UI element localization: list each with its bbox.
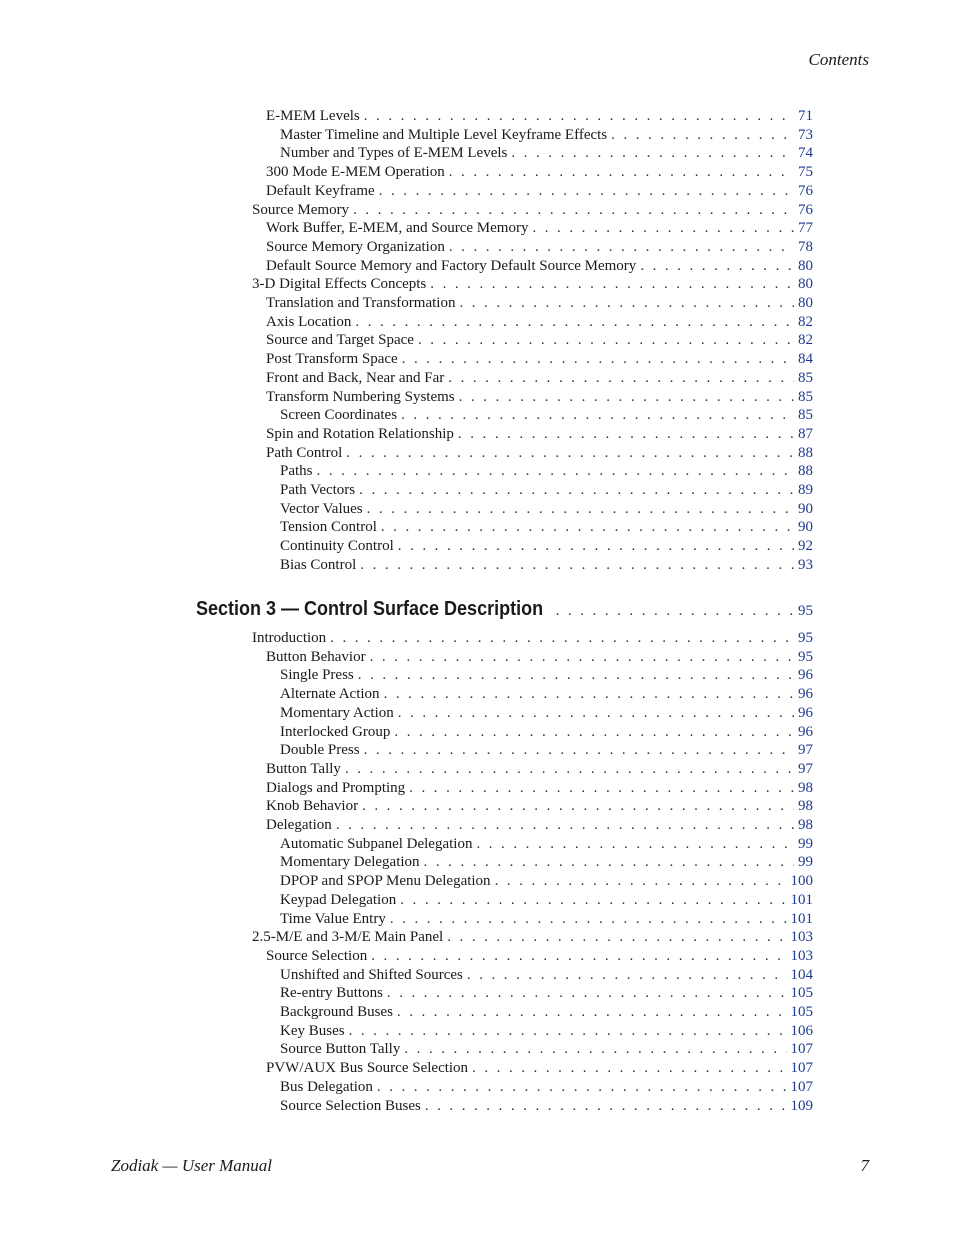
toc-entry-title: Keypad Delegation (280, 891, 397, 908)
toc-page-link[interactable]: 100 (790, 873, 813, 890)
dot-leader (459, 294, 794, 313)
toc-entry-title: 2.5-M/E and 3-M/E Main Panel (252, 929, 444, 946)
toc-page-link[interactable]: 107 (790, 1078, 813, 1095)
toc-page-link[interactable]: 80 (798, 257, 813, 274)
toc-entry[interactable] (280, 1040, 813, 1059)
toc-entry[interactable] (266, 388, 813, 407)
toc-entry-title: Default Source Memory and Factory Default Source Memory (266, 257, 637, 274)
dot-leader (611, 126, 794, 145)
toc-entry-title: Paths (280, 463, 313, 480)
toc-page-link[interactable]: 90 (798, 500, 813, 517)
toc-page-link[interactable]: 90 (798, 519, 813, 536)
dot-leader (472, 1059, 786, 1078)
toc-entry-title: Path Control (266, 444, 343, 461)
toc-entry[interactable] (266, 238, 813, 257)
toc-entry[interactable] (280, 537, 813, 556)
toc-entry[interactable] (252, 201, 813, 220)
toc-page-link[interactable]: 71 (798, 108, 813, 124)
toc-entry-title: Vector Values (280, 500, 363, 517)
dot-leader (495, 872, 787, 891)
toc-entry[interactable] (280, 518, 813, 537)
dot-leader (458, 425, 794, 444)
toc-entry-title: DPOP and SPOP Menu Delegation (280, 873, 491, 890)
toc-page-link[interactable]: 80 (798, 276, 813, 293)
toc-entry-title: Momentary Action (280, 704, 394, 721)
toc-page-link[interactable]: 96 (798, 667, 813, 684)
toc-entry-title: Delegation (266, 817, 332, 833)
toc-page-link[interactable]: 80 (798, 295, 813, 311)
toc-page-link[interactable]: 104 (790, 966, 813, 983)
dot-leader (364, 107, 794, 126)
dot-leader (353, 201, 794, 220)
toc-page-link[interactable]: 106 (790, 1022, 813, 1039)
section-heading[interactable] (196, 598, 813, 626)
toc-page-link[interactable]: 103 (790, 947, 813, 964)
section-title: Section 3 — Control Surface Description (196, 598, 544, 620)
toc-entry[interactable] (266, 163, 813, 182)
running-header: Contents (808, 50, 869, 69)
toc-entry-title: Automatic Subpanel Delegation (280, 835, 473, 852)
toc-entry-title: Interlocked Group (280, 723, 391, 740)
toc-entry-title: Translation and Transformation (266, 295, 456, 311)
toc-page-link[interactable]: 101 (790, 910, 813, 927)
toc-entry-title: Momentary Delegation (280, 854, 420, 871)
toc-entry-title: Unshifted and Shifted Sources (280, 966, 463, 983)
dot-leader (449, 163, 794, 182)
dot-leader (447, 928, 786, 947)
toc-entry[interactable] (280, 666, 813, 685)
toc-page-link[interactable]: 99 (798, 835, 813, 852)
dot-leader (377, 1078, 787, 1097)
toc-page-link[interactable]: 95 (798, 630, 813, 646)
toc-entry-title: Bias Control (280, 556, 357, 573)
toc-entry-title: Number and Types of E-MEM Levels (280, 145, 508, 162)
toc-entry-title: Source Selection (266, 947, 368, 964)
toc-entry-title: Alternate Action (280, 686, 380, 703)
toc-entry[interactable] (280, 910, 813, 929)
toc-entry[interactable] (280, 1097, 813, 1116)
toc-entry-title: Transform Numbering Systems (266, 388, 455, 405)
toc-page-link[interactable]: 97 (798, 760, 813, 777)
toc-entry[interactable] (252, 275, 813, 294)
dot-leader (364, 741, 794, 760)
toc-entry-title: E-MEM Levels (266, 108, 360, 124)
toc-page-link[interactable]: 98 (798, 779, 813, 796)
toc-entry[interactable] (266, 219, 813, 238)
dot-leader (349, 1022, 787, 1041)
toc-entry[interactable] (266, 350, 813, 369)
toc-entry[interactable] (280, 500, 813, 519)
toc-entry[interactable] (266, 331, 813, 350)
toc-entry[interactable] (266, 369, 813, 388)
toc-entry[interactable] (266, 1059, 813, 1078)
dot-leader (424, 853, 794, 872)
toc-entry-title: Tension Control (280, 519, 377, 536)
toc-entry[interactable] (280, 406, 813, 425)
dot-leader (355, 313, 794, 332)
dot-leader (448, 369, 794, 388)
dot-leader (398, 537, 794, 556)
toc-entry-title: Source and Target Space (266, 332, 414, 349)
toc-entry-title: 300 Mode E-MEM Operation (266, 164, 445, 181)
toc-entry[interactable] (280, 685, 813, 704)
dot-leader (379, 182, 794, 201)
toc-entry-title: Work Buffer, E-MEM, and Source Memory (266, 220, 529, 237)
toc-entry-title: Button Tally (266, 760, 341, 777)
toc-entry[interactable] (266, 107, 813, 126)
toc-page-link[interactable]: 98 (798, 817, 813, 833)
toc-page-link[interactable]: 87 (798, 425, 813, 442)
toc-entry[interactable] (280, 872, 813, 891)
toc-page-link[interactable]: 95 (798, 648, 813, 665)
toc-page-link[interactable]: 78 (798, 238, 813, 255)
toc-page-link[interactable]: 89 (798, 482, 813, 498)
dot-leader (418, 331, 794, 350)
toc-entry[interactable] (280, 126, 813, 145)
toc-entry-title: Spin and Rotation Relationship (266, 425, 454, 442)
toc-page-link[interactable]: 97 (798, 742, 813, 759)
toc-page-link[interactable]: 96 (798, 704, 813, 721)
toc-entry[interactable] (280, 1003, 813, 1022)
dot-leader (409, 779, 794, 798)
toc-entry-title: Axis Location (266, 313, 352, 330)
toc-entry-title: Dialogs and Prompting (266, 779, 406, 796)
toc-page-link[interactable]: 84 (798, 351, 813, 368)
dot-leader (459, 388, 794, 407)
toc-entry-title: Post Transform Space (266, 351, 398, 368)
toc-entry-title: Front and Back, Near and Far (266, 369, 445, 386)
dot-leader (449, 238, 794, 257)
dot-leader (397, 1003, 787, 1022)
toc-entry[interactable] (266, 182, 813, 201)
toc-entry-title: Continuity Control (280, 538, 394, 555)
toc-entry-title: Re-entry Buttons (280, 985, 383, 1002)
toc-entry-title: PVW/AUX Bus Source Selection (266, 1060, 469, 1077)
dot-leader (360, 556, 794, 575)
dot-leader (467, 966, 787, 985)
toc-page-link[interactable]: 96 (798, 723, 813, 740)
toc-page-link[interactable]: 93 (798, 556, 813, 573)
toc-entry[interactable] (280, 1022, 813, 1041)
toc-page-link[interactable]: 98 (798, 798, 813, 815)
toc-entry-title: Path Vectors (280, 482, 356, 498)
toc-page-link[interactable]: 107 (790, 1041, 813, 1058)
toc-page-link[interactable]: 74 (798, 145, 813, 162)
toc-entry[interactable] (266, 257, 813, 276)
toc-entry[interactable] (280, 556, 813, 575)
toc-entry-title: Time Value Entry (280, 910, 386, 927)
toc-page-link[interactable]: 75 (798, 164, 813, 181)
toc-entry[interactable] (280, 462, 813, 481)
dot-leader (390, 910, 787, 929)
toc-page-link[interactable]: 101 (790, 891, 813, 908)
dot-leader (394, 723, 794, 742)
toc-page-link[interactable]: 92 (798, 538, 813, 555)
dot-leader (402, 350, 794, 369)
toc-page-link[interactable]: 88 (798, 463, 813, 480)
dot-leader (371, 947, 786, 966)
dot-leader (362, 797, 794, 816)
footer-page-number: 7 (860, 1156, 869, 1175)
toc-page-link[interactable]: 99 (798, 854, 813, 871)
toc-entry-title: Introduction (252, 630, 327, 646)
toc-entry[interactable] (266, 294, 813, 313)
dot-leader (404, 1040, 786, 1059)
toc-page-link[interactable]: 96 (798, 686, 813, 703)
toc-entry[interactable] (266, 816, 813, 835)
toc-entry[interactable] (280, 891, 813, 910)
toc-entry[interactable] (280, 741, 813, 760)
toc-entry[interactable] (280, 704, 813, 723)
toc-entry-title: Source Memory Organization (266, 238, 445, 255)
toc-entry[interactable] (252, 629, 813, 648)
toc-entry-title: Background Buses (280, 1004, 393, 1020)
dot-leader (359, 481, 794, 500)
toc-page-link[interactable]: 82 (798, 332, 813, 349)
toc-entry-title: Single Press (280, 667, 354, 684)
dot-leader (511, 144, 794, 163)
toc-entry-title: Default Keyframe (266, 182, 375, 199)
toc-page-link[interactable]: 77 (798, 220, 813, 237)
toc-entry[interactable] (280, 723, 813, 742)
dot-leader (381, 518, 794, 537)
dot-leader (387, 984, 787, 1003)
toc-entry[interactable] (280, 853, 813, 872)
toc-entry-title: Source Button Tally (280, 1041, 401, 1058)
toc-page-link[interactable]: 105 (790, 1004, 813, 1020)
toc-entry[interactable] (280, 835, 813, 854)
toc-entry[interactable] (280, 1078, 813, 1097)
dot-leader (476, 835, 794, 854)
toc-entry-title: 3-D Digital Effects Concepts (252, 276, 427, 293)
dot-leader (640, 257, 794, 276)
toc-page-link[interactable]: 88 (798, 444, 813, 461)
toc-page-link[interactable]: 103 (790, 929, 813, 946)
toc-entry[interactable] (266, 779, 813, 798)
toc-entry[interactable] (266, 648, 813, 667)
dot-leader (370, 648, 794, 667)
toc-entry-title: Double Press (280, 742, 360, 759)
toc-entry-title: Knob Behavior (266, 798, 359, 815)
toc-entry[interactable] (266, 313, 813, 332)
dot-leader (398, 704, 794, 723)
toc-page-link[interactable]: 105 (790, 985, 813, 1002)
dot-leader (430, 275, 794, 294)
toc-entry-title: Master Timeline and Multiple Level Keyframe Effects (280, 126, 608, 143)
toc-entry-title: Source Selection Buses (280, 1097, 421, 1114)
toc-entry[interactable] (280, 144, 813, 163)
toc-entry-title: Source Memory (252, 201, 350, 218)
toc-page-link[interactable]: 85 (798, 369, 813, 386)
dot-leader (317, 462, 794, 481)
dot-leader (400, 891, 786, 910)
dot-leader (367, 500, 794, 519)
dot-leader (345, 760, 794, 779)
footer-manual-title: Zodiak — User Manual (111, 1156, 273, 1175)
toc-entry[interactable] (266, 444, 813, 463)
dot-leader (384, 685, 794, 704)
toc-page-link[interactable]: 107 (790, 1060, 813, 1077)
dot-leader (532, 219, 794, 238)
toc-entry-title: Bus Delegation (280, 1078, 373, 1095)
dot-leader (358, 666, 794, 685)
toc-entry[interactable] (266, 947, 813, 966)
dot-leader (401, 406, 794, 425)
toc-entry[interactable] (266, 425, 813, 444)
toc-entry-title: Key Buses (280, 1022, 345, 1039)
toc-entry[interactable] (280, 966, 813, 985)
toc-entry[interactable] (266, 760, 813, 779)
toc-entry[interactable] (252, 928, 813, 947)
section-page-link[interactable]: 95 (798, 603, 813, 619)
dot-leader (556, 603, 794, 620)
toc-entry-title: Button Behavior (266, 648, 366, 665)
toc-page-link[interactable]: 73 (798, 126, 813, 143)
toc-page-link[interactable]: 76 (798, 201, 813, 218)
toc-entry[interactable] (280, 481, 813, 500)
dot-leader (336, 816, 794, 835)
toc-page-link[interactable]: 85 (798, 407, 813, 424)
toc-entry[interactable] (266, 797, 813, 816)
toc-page-link[interactable]: 76 (798, 182, 813, 199)
toc-entry[interactable] (280, 984, 813, 1003)
toc-entry-title: Screen Coordinates (280, 407, 398, 424)
dot-leader (330, 629, 794, 648)
toc-page-link[interactable]: 82 (798, 313, 813, 330)
toc-page-link[interactable]: 85 (798, 388, 813, 405)
dot-leader (425, 1097, 787, 1116)
toc-page-link[interactable]: 109 (790, 1097, 813, 1114)
dot-leader (346, 444, 794, 463)
